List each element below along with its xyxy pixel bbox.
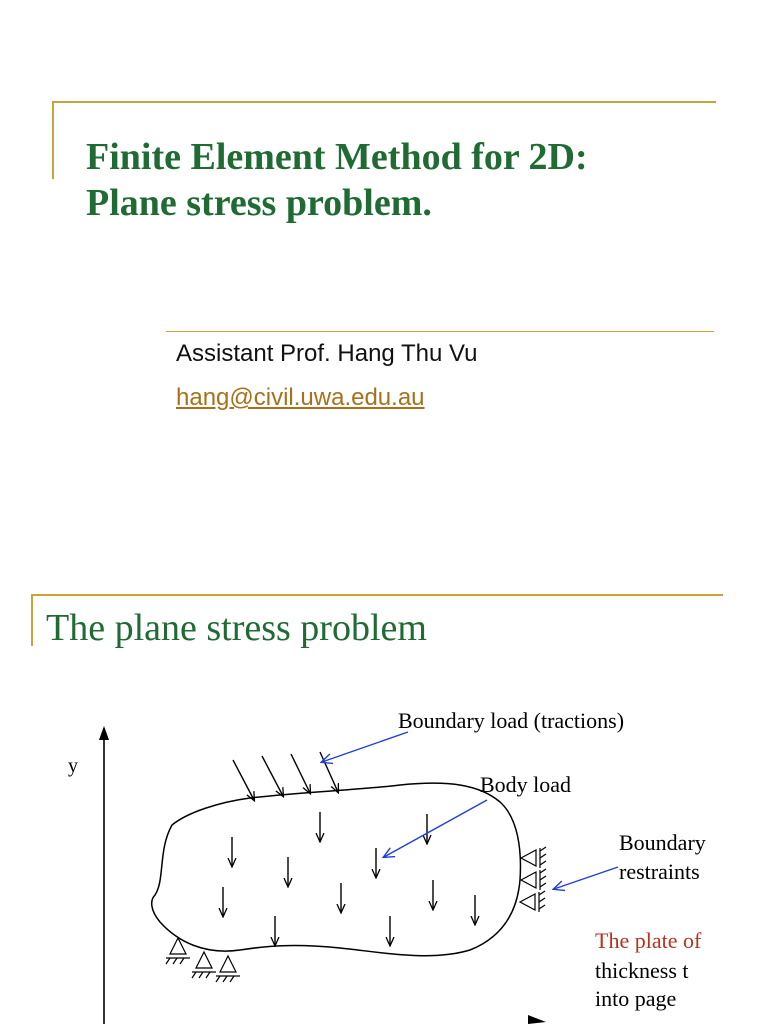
plate-label-line3: into page <box>595 986 677 1011</box>
restraint-pointer <box>554 867 618 889</box>
title-line-2: Plane stress problem. <box>86 182 432 224</box>
plane-stress-slide <box>0 560 768 1024</box>
traction-arrow <box>262 756 283 796</box>
roller-restraint <box>521 850 536 866</box>
slide-title <box>86 134 588 226</box>
body-load-label: Body load <box>480 772 572 797</box>
y-axis-label: y <box>68 755 78 777</box>
traction-arrow <box>233 760 254 800</box>
x-axis-arrowhead <box>528 1015 546 1024</box>
roller-restraint <box>520 894 535 910</box>
plane-stress-diagram <box>0 560 768 1024</box>
pin-support <box>196 952 212 968</box>
restraints-label-line1: Boundary <box>619 830 706 855</box>
side-restraints <box>520 847 546 912</box>
plate-label-line1: The plate of <box>595 928 702 953</box>
pointer-arrows <box>322 732 618 889</box>
title-line-1: Finite Element Method for 2D: <box>86 136 588 178</box>
traction-pointer <box>322 732 408 762</box>
left-rule <box>52 101 54 179</box>
author-name: Assistant Prof. Hang Thu Vu <box>176 340 478 367</box>
plate-label-line2: thickness t <box>595 958 689 983</box>
body-load-pointer <box>384 800 487 857</box>
y-axis-arrowhead <box>99 726 109 740</box>
boundary-load-label: Boundary load (tractions) <box>398 708 625 733</box>
slide-title: The plane stress problem <box>46 607 427 649</box>
subtitle-rule <box>166 331 714 332</box>
roller-restraint <box>521 872 536 888</box>
traction-arrows <box>233 752 338 800</box>
restraints-label-line2: restraints <box>619 859 700 884</box>
plate-outline <box>152 783 521 956</box>
body-load-arrows <box>223 812 475 945</box>
pin-support <box>220 956 236 972</box>
traction-arrow <box>291 754 310 793</box>
author-email-link[interactable]: hang@civil.uwa.edu.au <box>176 384 425 411</box>
pin-supports <box>166 938 240 982</box>
top-rule <box>52 101 716 103</box>
